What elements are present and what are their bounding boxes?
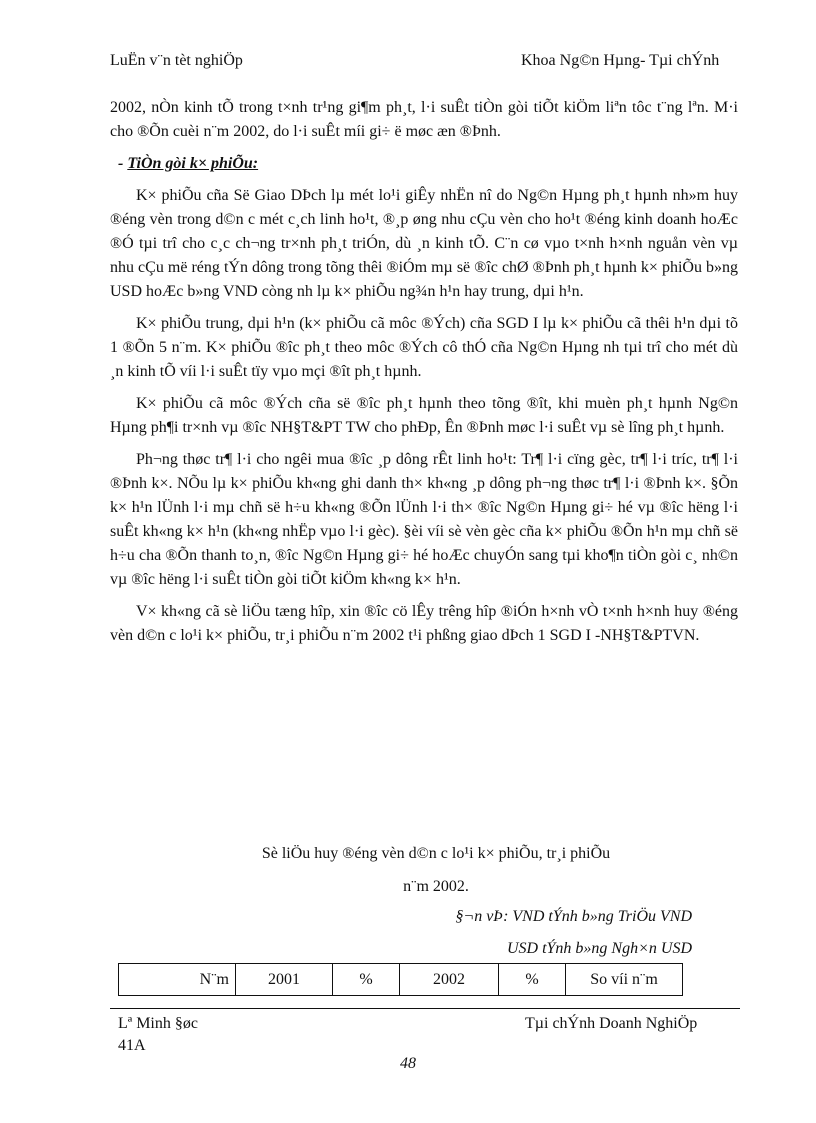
header-right-title: Khoa Ng©n Hµng- Tµi chÝnh bbox=[521, 52, 720, 69]
table-header-cell: % bbox=[499, 964, 566, 996]
table-header-row bbox=[119, 964, 683, 996]
table-header-cell: 2001 bbox=[236, 964, 333, 996]
section-heading-prefix: - bbox=[118, 155, 128, 172]
paragraph-so-lieu-intro: V× kh«ng cã sè liÖu tæng hîp, xin ®îc cö lÊy trêng hîp ®iÓn h×nh vÒ t×nh h×nh huy ®éng vèn d©n c lo¹i k× phiÕu, tr¸i phiÕu n¨m 2002 t¹i phßng giao dÞch 1 SGD I -NH§T&PTVN. bbox=[110, 603, 738, 644]
footer-department: Tµi chÝnh Doanh NghiÖp bbox=[525, 1015, 698, 1032]
unit-note-vnd: §¬n vÞ: VND tÝnh b»ng TriÖu VND bbox=[455, 908, 692, 925]
table-title-line1: Sè liÖu huy ®éng vèn d©n c lo¹i k× phiÕu, tr¸i phiÕu bbox=[261, 845, 611, 862]
section-heading-text: TiÒn gòi k× phiÕu: bbox=[127, 155, 259, 172]
table-header-cell: 2002 bbox=[400, 964, 499, 996]
table-header-cell: % bbox=[333, 964, 400, 996]
paragraph-ky-phieu-intro: K× phiÕu cña Së Giao DÞch lµ mét lo¹i giÊy nhËn nî do Ng©n Hµng ph¸t hµnh nh»m huy ®éng vèn trong d©n c mét c¸ch linh ho¹t, ®¸p øng nhu cÇu vèn cho ho¹t ®éng kinh doanh hoÆc ®Ó tµi trî cho c¸c ch¬ng tr×nh ph¸t triÓn, dù ¸n kinh tÕ. C¨n cø vµo t×nh h×nh nguån vèn vµ nhu cÇu më réng tÝn dông trong tõng thêi ®iÓm mµ së ®îc chØ ®Þnh ph¸t hµnh k× phiÕu b»ng USD hoÆc b»ng VND còng nh lµ k× phiÕu ng¾n h¹n hay trung, dµi h¹n. bbox=[110, 187, 738, 300]
header-left-title: LuËn v¨n tèt nghiÖp bbox=[110, 52, 243, 69]
data-table bbox=[118, 963, 683, 996]
unit-note-usd: USD tÝnh b»ng Ngh×n USD bbox=[506, 940, 692, 957]
document-body bbox=[110, 96, 738, 656]
table-title-line2: n¨m 2002. bbox=[403, 878, 469, 895]
paragraph-continuation: 2002, nÒn kinh tÕ trong t×nh tr¹ng gi¶m ph¸t, l·i suÊt tiÒn gòi tiÕt kiÖm liªn tôc t¨ng lªn. M·i cho ®Õn cuèi n¨m 2002, do l·i suÊt míi gi÷ ë møc æn ®Þnh. bbox=[110, 99, 738, 140]
section-heading bbox=[110, 152, 738, 176]
footer-divider bbox=[110, 1008, 740, 1009]
paragraph-ky-phieu-trung-dai-han: K× phiÕu trung, dµi h¹n (k× phiÕu cã môc ®Ých) cña SGD I lµ k× phiÕu cã thêi h¹n dµi tõ 1 ®Õn 5 n¨m. K× phiÕu ®îc ph¸t theo môc ®Ých cô thÓ cña Ng©n Hµng nh tµi trî cho mét dù ¸n kinh tÕ víi l·i suÊt tïy vµo mçi ®ît ph¸t hµnh. bbox=[110, 315, 738, 380]
table-header-cell: N¨m bbox=[119, 964, 236, 996]
paragraph-ky-phieu-phat-hanh: K× phiÕu cã môc ®Ých cña së ®îc ph¸t hµnh theo tõng ®ît, khi muèn ph¸t hµnh Ng©n Hµng ph¶i tr×nh vµ ®îc NH§T&PT TW cho phÐp, Ên ®Þnh møc l·i suÊt vµ sè lîng ph¸t hµnh. bbox=[110, 395, 738, 436]
page-number: 48 bbox=[400, 1055, 416, 1072]
footer-author: Lª Minh §øc 41A bbox=[118, 1015, 198, 1054]
table-header-cell: So víi n¨m bbox=[566, 964, 683, 996]
paragraph-phuong-thuc-tra-lai: Ph¬ng thøc tr¶ l·i cho ngêi mua ®îc ¸p dông rÊt linh ho¹t: Tr¶ l·i cïng gèc, tr¶ l·i tríc, tr¶ l·i ®Þnh k×. NÕu lµ k× phiÕu kh«ng ghi danh th× kh«ng ¸p dông ph¬ng thøc tr¶ l·i ®Þnh k×. §Õn k× h¹n lÜnh l·i mµ chñ së h÷u kh«ng ®Õn lÜnh l·i th× ®îc Ng©n Hµng gi÷ hé vµ ®îc hëng l·i suÊt kh«ng k× h¹n (kh«ng nhËp vµo l·i gèc). §èi víi sè vèn gèc cña k× phiÕu ®Õn h¹n mµ chñ së h÷u cha ®Õn thanh to¸n, ®îc Ng©n Hµng gi÷ hé hoÆc chuyÓn sang tµi kho¶n tiÒn gòi c¸ nh©n vµ ®îc hëng l·i suÊt tiÒn gòi tiÕt kiÖm kh«ng k× h¹n. bbox=[110, 451, 738, 588]
